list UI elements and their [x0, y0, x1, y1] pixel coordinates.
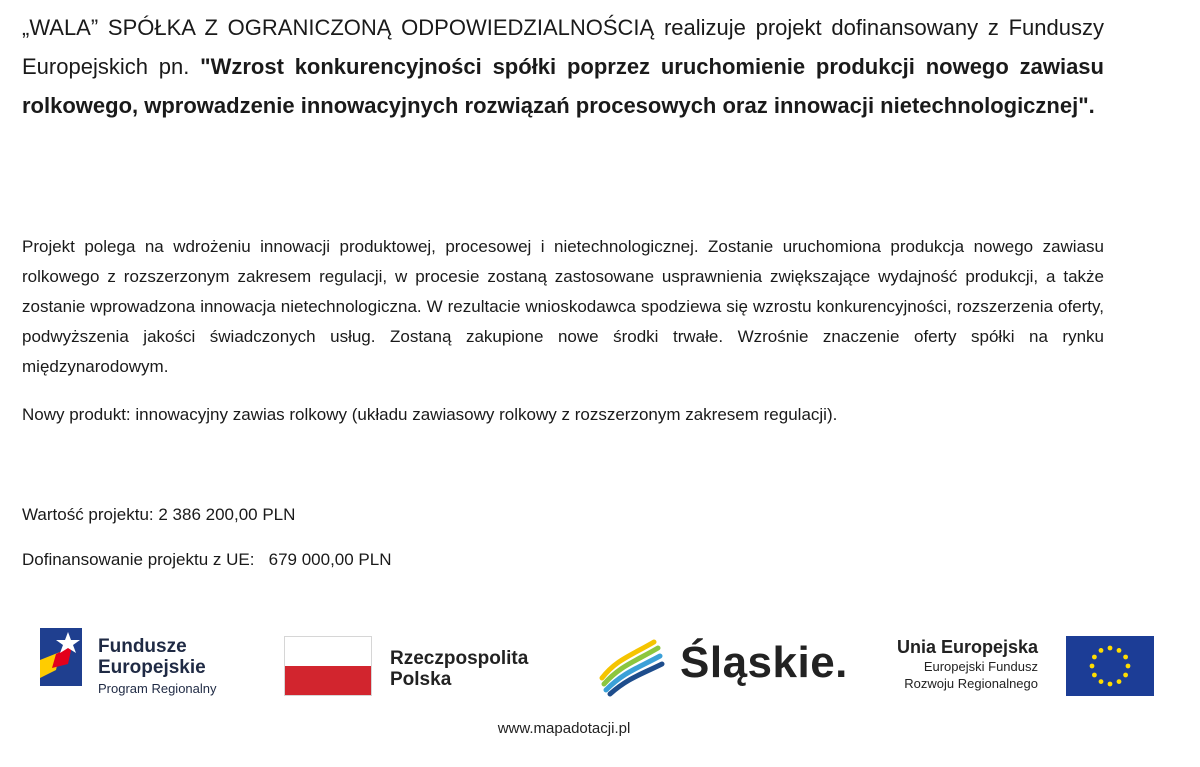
logo-bar — [0, 620, 1200, 710]
eu-flag-icon — [1066, 636, 1154, 696]
polska-label: Polska — [390, 669, 452, 690]
project-intro — [22, 8, 1104, 125]
fundusze-europejskie-star-icon — [38, 626, 86, 688]
footer-url: www.mapadotacji.pl — [497, 720, 631, 737]
slaskie-waves-icon — [596, 634, 666, 698]
polish-flag-icon — [284, 636, 372, 696]
intro-text: „WALA” SPÓŁKA Z OGRANICZONĄ ODPOWIEDZIALNOŚCIĄ realizuje projekt dofinansowany z Funduszy Europejskich pn. — [22, 15, 1104, 79]
unia-europejska-label: Unia Europejska — [896, 637, 1038, 657]
eu-funding-value: Dofinansowanie projektu z UE: 679 000,00 PLN — [22, 550, 392, 569]
new-product-text: Nowy produkt: innowacyjny zawias rolkowy (układu zawiasowy rolkowy z rozszerzonym zakresem regulacji). — [22, 405, 838, 424]
europejskie-label: Europejskie — [98, 657, 206, 678]
rozwoju-regionalnego-label: Rozwoju Regionalnego — [904, 676, 1038, 691]
program-regionalny-label: Program Regionalny — [98, 681, 217, 696]
project-description: Projekt polega na wdrożeniu innowacji produktowej, procesowej i nietechnologicznej. Zostanie uruchomiona produkcja nowego zawiasu rolkowego z rozszerzonym zakresem regulacji, w procesie zostaną zastosowane usprawnienia zwiększające wydajność produkcji, a także zostanie wprowadzona innowacja nietechnologiczna. W rezultacie wnioskodawca spodziewa się wzrostu konkurencyjności, rozszerzenia oferty, podwyższenia jakości świadczonych usług. Zostaną zakupione nowe środki trwałe. Wzrośnie znaczenie oferty spółki na rynku międzynarodowym. — [22, 237, 1104, 376]
slaskie-label: Śląskie. — [680, 638, 848, 687]
europejski-fundusz-label: Europejski Fundusz — [923, 659, 1038, 674]
rzeczpospolita-label: Rzeczpospolita — [390, 648, 529, 669]
unia-europejska-text — [897, 636, 1038, 692]
rzeczpospolita-polska-logo — [284, 620, 544, 710]
fundusze-europejskie-logo — [38, 620, 238, 710]
project-value: Wartość projektu: 2 386 200,00 PLN — [22, 505, 296, 524]
project-title: "Wzrost konkurencyjności spółki poprzez uruchomienie produkcji nowego zawiasu rolkowego, wprowadzenie innowacyjnych rozwiązań procesowych oraz innowacji nietechnologicznej". — [22, 54, 1104, 118]
slaskie-logo — [596, 620, 846, 710]
fundusze-label: Fundusze — [98, 636, 187, 657]
unia-europejska-logo — [880, 620, 1170, 710]
